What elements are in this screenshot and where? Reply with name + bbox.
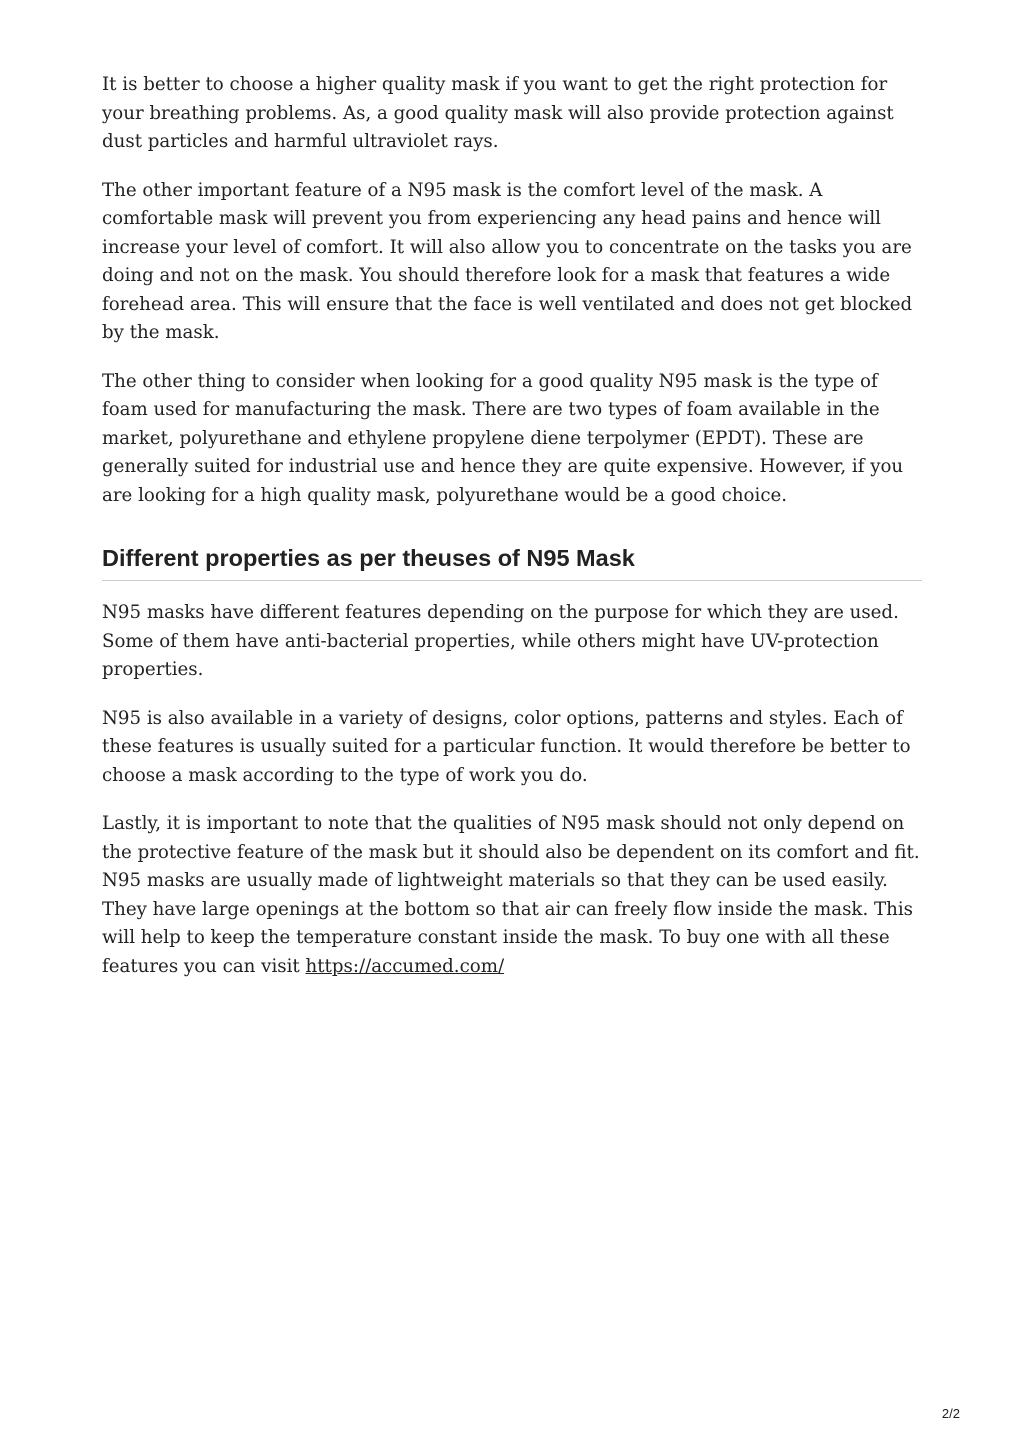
paragraph-comfort-level: The other important feature of a N95 mask is the comfort level of the mask. A comfortable mask will prevent you from experiencing any head pains and hence will increase your level of comfort. It will also allow you to concentrate on the tasks you are doing and not on the mask. You should therefore look for a mask that features a wide forehead area. This will ensure that the face is well ventilated and does not get blocked by the mask. [102, 179, 913, 343]
paragraph-designs: N95 is also available in a variety of designs, color options, patterns and styles. Each of these features is usually suited for a particular function. It would therefore be better to choose a mask according to the type of work you do. [102, 707, 911, 786]
paragraph-foam-type: The other thing to consider when looking for a good quality N95 mask is the type of foam used for manufacturing the mask. There are two types of foam available in the market, polyurethane and ethylene propylene diene terpolymer (EPDT). These are generally suited for industrial use and hence they are quite expensive. However, if you are looking for a high quality mask, polyurethane would be a good choice. [102, 370, 904, 506]
paragraph-mask-quality: It is better to choose a higher quality mask if you want to get the right protection for your breathing problems. As, a good quality mask will also provide protection against dust particles and harmful ultraviolet rays. [102, 74, 894, 152]
paragraph-lastly [102, 810, 922, 981]
section-heading: Different properties as per theuses of N95 Mask [102, 544, 922, 581]
paragraph-features: N95 masks have different features depending on the purpose for which they are used. Some of them have anti-bacterial properties, while others might have UV-protection properties. [102, 602, 899, 680]
accumed-link[interactable]: https://accumed.com/ [305, 955, 505, 977]
paragraph-lastly-text: Lastly, it is important to note that the qualities of N95 mask should not only depend on the protective feature of the mask but it should also be dependent on its comfort and fit. N95 masks are usually made of lightweight materials so that they can be used easily. They have large openings at the bottom so that air can freely flow inside the mask. This will help to keep the temperature constant inside the mask. To buy one with all these features you can visit [102, 813, 920, 977]
page-number: 2/2 [941, 1406, 960, 1421]
article-content [102, 71, 922, 1001]
